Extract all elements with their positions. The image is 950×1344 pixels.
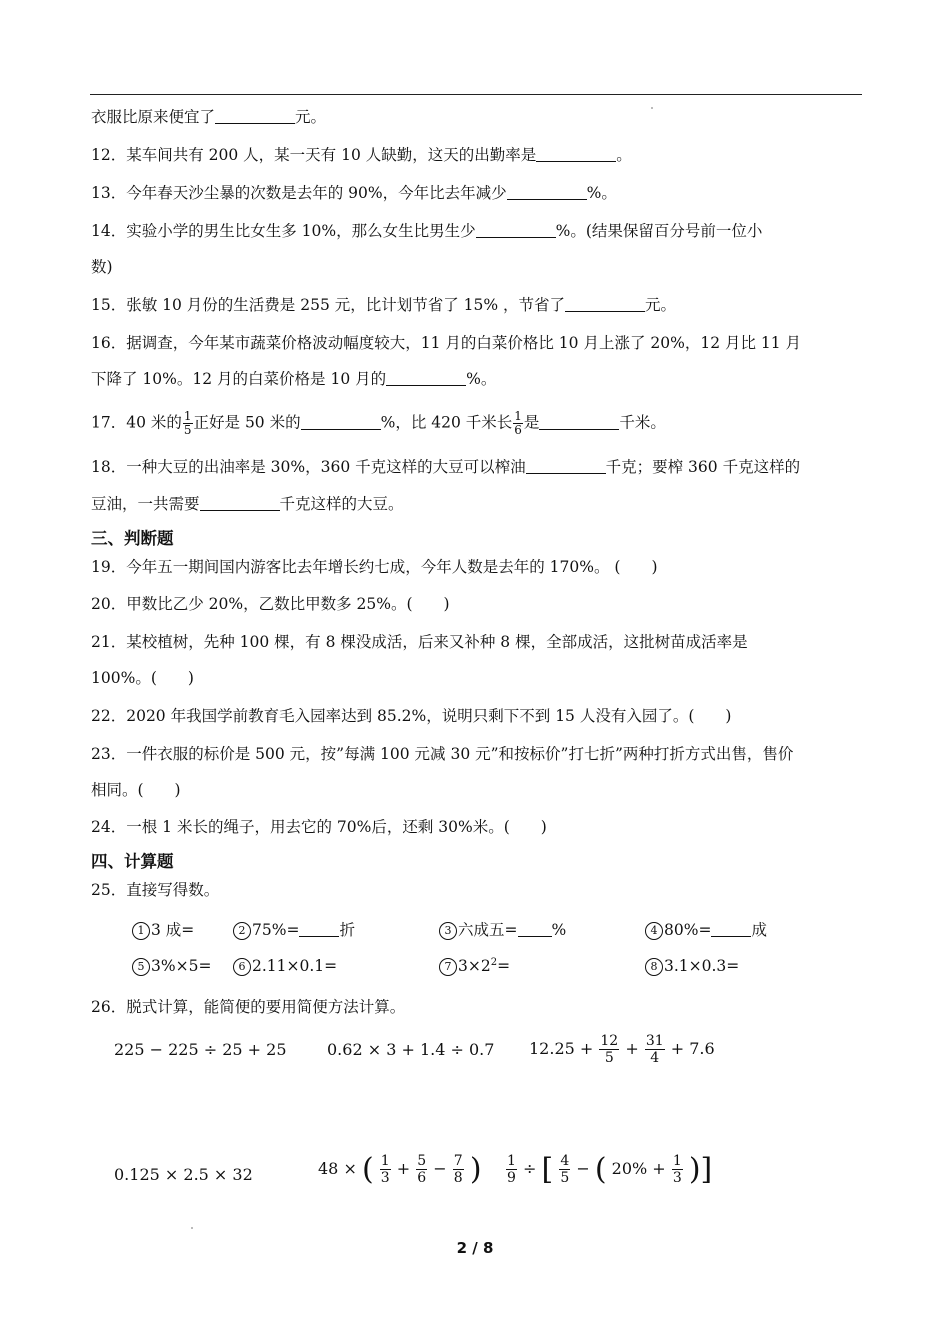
text: %。 xyxy=(466,370,497,388)
text: 数) xyxy=(91,258,113,276)
question-20 xyxy=(91,593,450,615)
speck xyxy=(651,107,653,109)
q26-expr-6 xyxy=(505,1152,712,1187)
question-19 xyxy=(91,556,658,578)
text: 豆油，一共需要 xyxy=(91,495,200,513)
denominator: 3 xyxy=(380,1170,390,1186)
header-rule xyxy=(90,94,862,95)
question-16 xyxy=(91,332,801,354)
text: 3%×5= xyxy=(151,957,212,975)
text: 。 xyxy=(616,146,632,164)
text: 千米。 xyxy=(619,413,666,432)
q25-item-3 xyxy=(439,918,566,940)
text: 16．据调查，今年某市蔬菜价格波动幅度较大，11 月的白菜价格比 10 月上涨了 20%，12 月比 11 月 xyxy=(91,334,802,352)
right-paren: ) xyxy=(688,1152,701,1187)
question-25 xyxy=(91,879,219,901)
question-24 xyxy=(91,816,547,838)
text: 折 xyxy=(339,921,355,939)
denominator: 5 xyxy=(560,1170,570,1186)
numerator: 1 xyxy=(183,409,192,423)
denominator: 6 xyxy=(417,1170,427,1186)
left-paren: ( xyxy=(594,1152,607,1187)
text: 元。 xyxy=(645,296,677,314)
text: 正好是 50 米的 xyxy=(193,413,301,432)
text: 17．40 米的 xyxy=(91,413,182,432)
q25-item-6 xyxy=(233,957,337,976)
section-heading-judgement: 三、判断题 xyxy=(91,529,174,548)
fraction xyxy=(416,1153,427,1186)
text: 18．一种大豆的出油率是 30%，360 千克这样的大豆可以榨油 xyxy=(91,458,526,476)
fraction xyxy=(380,1153,391,1186)
question-22 xyxy=(91,705,731,727)
denominator: 4 xyxy=(650,1050,660,1066)
text: 20% + xyxy=(611,1159,666,1178)
fraction xyxy=(672,1153,683,1186)
circled-number: 6 xyxy=(233,958,251,976)
numerator: 7 xyxy=(453,1153,463,1169)
right-paren: ) xyxy=(469,1152,482,1187)
fraction xyxy=(645,1033,665,1066)
text: 22．2020 年我国学前教育毛入园率达到 85.2%，说明只剩下不到 15 人没有入园了。( ) xyxy=(91,707,732,725)
text: 12．某车间共有 200 人，某一天有 10 人缺勤，这天的出勤率是 xyxy=(91,146,537,164)
numerator: 1 xyxy=(672,1153,682,1169)
answer-blank[interactable] xyxy=(536,145,616,162)
text: 48 × xyxy=(318,1159,357,1178)
fraction xyxy=(506,1153,517,1186)
fraction xyxy=(599,1033,619,1066)
text: 元。 xyxy=(295,108,327,126)
numerator: 4 xyxy=(560,1153,570,1169)
text: 80%= xyxy=(664,921,712,939)
numerator: 5 xyxy=(417,1153,427,1169)
question-15 xyxy=(91,294,676,316)
answer-blank[interactable] xyxy=(526,457,606,474)
circled-number: 3 xyxy=(439,922,457,940)
text: 20．甲数比乙少 20%，乙数比甲数多 25%。( ) xyxy=(91,595,450,613)
q11-continuation xyxy=(91,106,326,128)
answer-blank[interactable] xyxy=(539,413,619,430)
q26-expr-5 xyxy=(318,1152,482,1187)
answer-blank[interactable] xyxy=(299,920,339,937)
denominator: 3 xyxy=(672,1170,682,1186)
text: 千克；要榨 360 千克这样的 xyxy=(605,458,801,476)
text: 2.11×0.1= xyxy=(252,957,338,975)
question-14-cont xyxy=(91,256,113,278)
numerator: 1 xyxy=(380,1153,390,1169)
text: 3 成= xyxy=(151,921,195,939)
text: 24．一根 1 米长的绳子，用去它的 70%后，还剩 30%米。( ) xyxy=(91,818,547,836)
text: 100%。( ) xyxy=(91,669,194,687)
q25-item-2 xyxy=(233,918,355,940)
denominator: 8 xyxy=(453,1170,463,1186)
question-17 xyxy=(91,410,666,437)
answer-blank[interactable] xyxy=(518,920,552,937)
plus-sign: + xyxy=(396,1159,411,1178)
text: 相同。( ) xyxy=(91,781,181,799)
text: 千克这样的大豆。 xyxy=(279,495,404,513)
answer-blank[interactable] xyxy=(215,107,295,124)
denominator: 9 xyxy=(507,1170,516,1186)
text: 19．今年五一期间国内游客比去年增长约七成，今年人数是去年的 170%。 ( ) xyxy=(91,558,658,576)
q26-expr-4: 0.125 × 2.5 × 32 xyxy=(114,1165,253,1184)
numerator: 31 xyxy=(645,1033,664,1049)
text: 六成五= xyxy=(458,921,518,939)
text: 15．张敏 10 月份的生活费是 255 元，比计划节省了 15% ，节省了 xyxy=(91,296,566,314)
text: 3×2 xyxy=(458,957,491,976)
answer-blank[interactable] xyxy=(565,295,645,312)
answer-blank[interactable] xyxy=(200,494,280,511)
question-14 xyxy=(91,220,762,242)
q26-expr-1: 225 − 225 ÷ 25 + 25 xyxy=(114,1040,287,1059)
question-21-cont xyxy=(91,667,194,689)
exponent: 2 xyxy=(490,957,498,968)
q25-item-4 xyxy=(645,918,767,940)
answer-blank[interactable] xyxy=(711,920,751,937)
text: 25．直接写得数。 xyxy=(91,881,220,899)
left-paren: ( xyxy=(361,1152,374,1187)
text: 14．实验小学的男生比女生多 10%，那么女生比男生少 xyxy=(91,222,476,240)
text: 21．某校植树，先种 100 棵，有 8 棵没成活，后来又补种 8 棵，全部成活，这批树苗成活率是 xyxy=(91,633,748,651)
fraction xyxy=(513,410,523,437)
question-16-cont xyxy=(91,368,496,390)
text: %。(结果保留百分号前一位小 xyxy=(555,222,763,240)
text: 衣服比原来便宜了 xyxy=(91,108,216,126)
answer-blank[interactable] xyxy=(476,221,556,238)
fraction xyxy=(453,1153,464,1186)
denominator: 5 xyxy=(604,1050,614,1066)
numerator: 12 xyxy=(600,1033,619,1049)
text: %，比 420 千米长 xyxy=(380,413,513,432)
question-13 xyxy=(91,182,617,204)
right-bracket: ] xyxy=(700,1152,713,1187)
text: 12.25 + xyxy=(529,1039,594,1058)
question-23-cont xyxy=(91,779,181,801)
text: = xyxy=(497,957,511,976)
text: 26．脱式计算，能简便的要用简便方法计算。 xyxy=(91,998,406,1016)
speck xyxy=(191,1227,193,1229)
text: 3.1×0.3= xyxy=(664,957,740,975)
fraction xyxy=(559,1153,570,1186)
q25-item-1 xyxy=(132,918,194,940)
page-number: 2 / 8 xyxy=(456,1239,494,1257)
minus-sign: − xyxy=(576,1159,590,1178)
fraction xyxy=(183,410,193,437)
numerator: 1 xyxy=(514,409,522,423)
circled-number: 2 xyxy=(233,922,251,940)
q25-item-7 xyxy=(439,957,510,976)
circled-number: 1 xyxy=(132,922,150,940)
circled-number: 4 xyxy=(645,922,663,940)
question-26 xyxy=(91,996,405,1018)
minus-sign: − xyxy=(433,1159,447,1178)
left-bracket: [ xyxy=(541,1152,554,1187)
text: % xyxy=(551,921,567,939)
denominator: 5 xyxy=(183,423,192,437)
text: 是 xyxy=(523,413,540,432)
denominator: 6 xyxy=(514,423,522,437)
text: 13．今年春天沙尘暴的次数是去年的 90%，今年比去年减少 xyxy=(91,184,507,202)
text: + 7.6 xyxy=(670,1039,715,1058)
text: 23．一件衣服的标价是 500 元，按”每满 100 元减 30 元”和按标价”打七折”两种打折方式出售，售价 xyxy=(91,745,794,763)
divide-sign: ÷ xyxy=(523,1159,537,1178)
q25-item-8 xyxy=(645,957,739,976)
text: 成 xyxy=(751,921,767,939)
question-12 xyxy=(91,144,632,166)
text: %。 xyxy=(586,184,617,202)
circled-number: 5 xyxy=(132,958,150,976)
question-18-cont xyxy=(91,493,404,515)
text: 下降了 10%。12 月的白菜价格是 10 月的 xyxy=(91,370,387,388)
text: 75%= xyxy=(252,921,300,939)
question-18 xyxy=(91,456,800,478)
answer-blank[interactable] xyxy=(386,369,466,386)
circled-number: 8 xyxy=(645,958,663,976)
answer-blank[interactable] xyxy=(301,413,381,430)
q26-expr-2: 0.62 × 3 + 1.4 ÷ 0.7 xyxy=(327,1040,495,1059)
answer-blank[interactable] xyxy=(507,183,587,200)
q25-item-5 xyxy=(132,957,211,976)
numerator: 1 xyxy=(507,1153,516,1169)
q26-expr-3 xyxy=(529,1033,715,1066)
section-heading-calculation: 四、计算题 xyxy=(91,852,174,871)
question-23 xyxy=(91,743,793,765)
question-21 xyxy=(91,631,748,653)
circled-number: 7 xyxy=(439,958,457,976)
plus-sign: + xyxy=(625,1039,639,1058)
